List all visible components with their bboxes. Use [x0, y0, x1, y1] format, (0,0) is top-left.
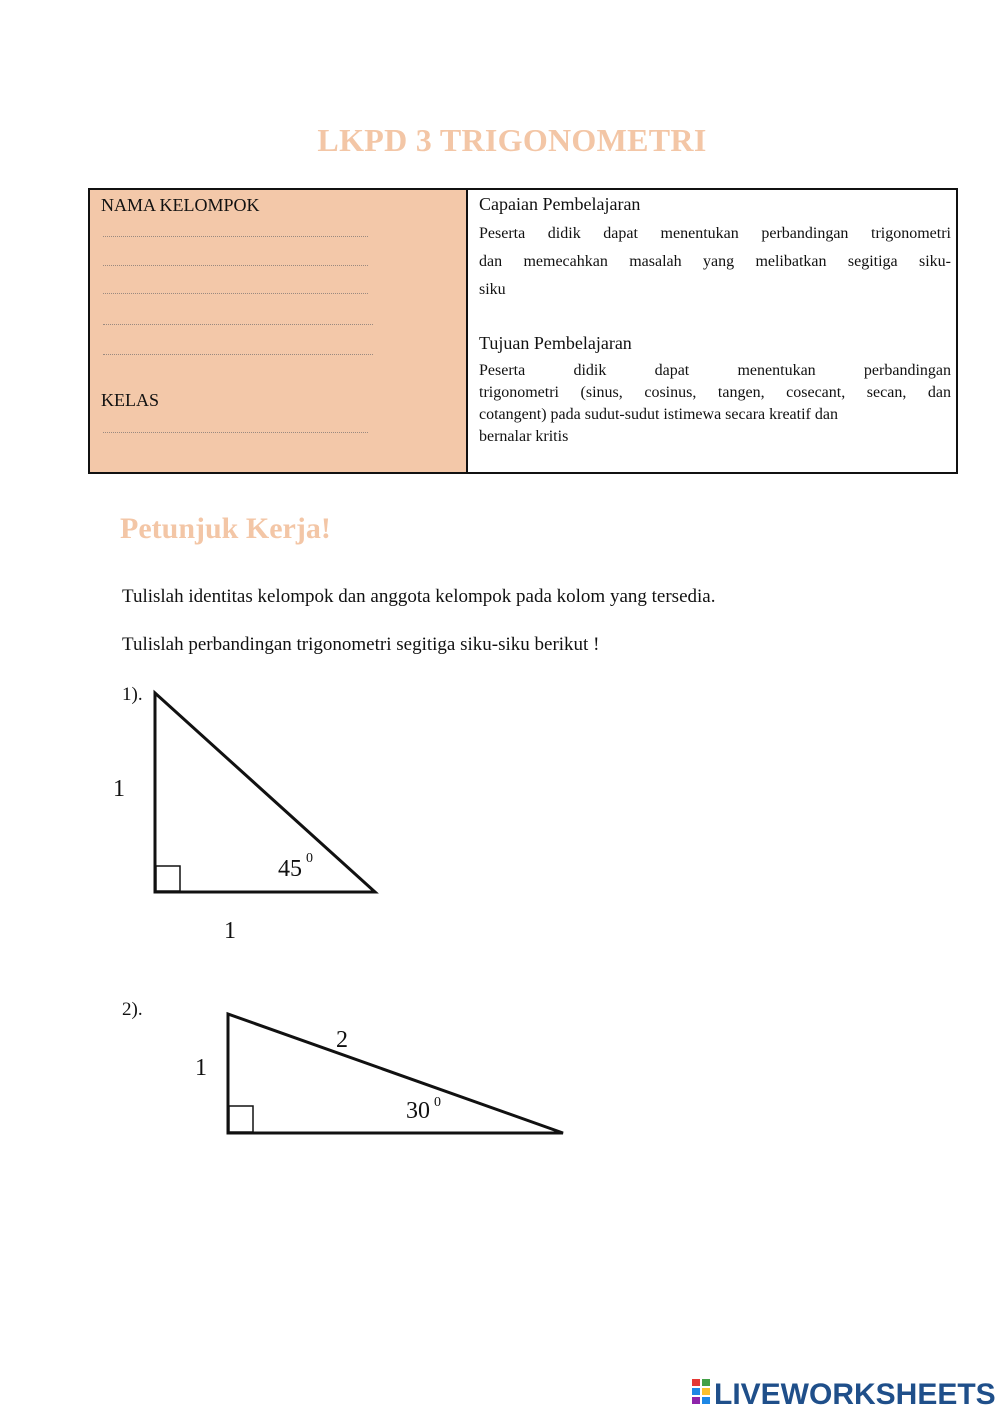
cp-heading: Capaian Pembelajaran — [479, 194, 641, 214]
tp-line: cotangent) pada sudut-sudut istimewa secara kreatif dan — [479, 406, 838, 423]
problem-2-hypotenuse: 2 — [336, 1027, 348, 1053]
problem-1-angle-degree: 0 — [306, 851, 313, 866]
right-angle-marker — [156, 866, 180, 891]
problem-1-angle: 45 — [278, 856, 302, 882]
triangle-1 — [155, 693, 375, 892]
worksheet-title: LKPD 3 TRIGONOMETRI — [317, 122, 707, 158]
cp-line: siku — [479, 281, 506, 298]
instructions-heading: Petunjuk Kerja! — [120, 512, 331, 545]
problem-2-vertical-side: 1 — [195, 1055, 207, 1081]
liveworksheets-logo-icon — [692, 1379, 710, 1404]
problem-2-number: 2). — [122, 999, 143, 1020]
tp-heading: Tujuan Pembelajaran — [479, 333, 632, 353]
tp-line: Peserta didik dapat menentukan perbandingan — [479, 362, 951, 379]
instruction-line-1: Tulislah identitas kelompok dan anggota kelompok pada kolom yang tersedia. — [122, 586, 716, 607]
class-label: KELAS — [101, 390, 159, 410]
group-name-label: NAMA KELOMPOK — [101, 195, 260, 215]
problem-1-horizontal-side: 1 — [224, 918, 236, 944]
cp-line: Peserta didik dapat menentukan perbandingan trigonometri — [479, 225, 951, 242]
problem-1-vertical-side: 1 — [113, 776, 125, 802]
instruction-line-2: Tulislah perbandingan trigonometri segitiga siku-siku berikut ! — [122, 634, 600, 655]
triangle-2 — [228, 1014, 563, 1133]
tp-line: trigonometri (sinus, cosinus, tangen, cosecant, secan, dan — [479, 384, 951, 401]
tp-line: bernalar kritis — [479, 428, 569, 445]
right-angle-marker — [229, 1106, 253, 1132]
problem-2-angle: 30 — [406, 1098, 430, 1124]
problem-1-number: 1). — [122, 684, 143, 705]
watermark-text: LIVEWORKSHEETS — [714, 1378, 996, 1411]
problem-2-angle-degree: 0 — [434, 1095, 441, 1110]
cp-line: dan memecahkan masalah yang melibatkan segitiga siku- — [479, 253, 951, 270]
